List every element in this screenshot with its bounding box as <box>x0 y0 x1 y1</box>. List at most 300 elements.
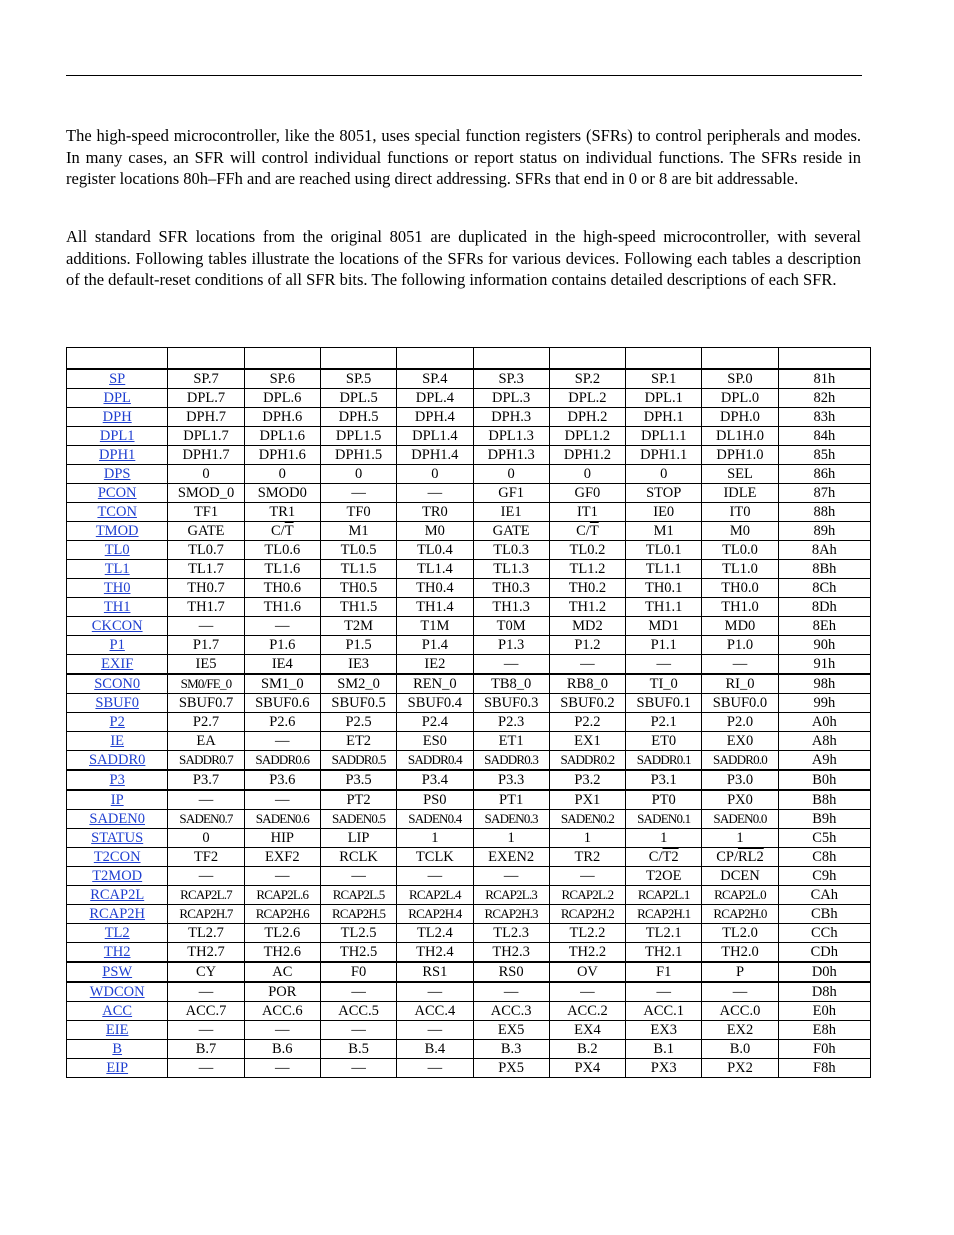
sfr-link[interactable]: SCON0 <box>94 676 141 692</box>
sfr-name-cell <box>67 598 168 617</box>
bit-cell: TH0.2 <box>549 579 625 598</box>
sfr-description-paragraph: All standard SFR locations from the original 8051 are duplicated in the high-speed microcontroller, with several additions. Following tables illustrate the locations of the SFRs for various devices. Following each tables a description of the default-reset conditions of all SFR bits. The following information contains detailed descriptions of each SFR. <box>66 227 861 289</box>
sfr-link[interactable]: TMOD <box>95 523 139 539</box>
bit-cell: 0 <box>549 465 625 484</box>
bit-cell: SP.3 <box>473 369 549 389</box>
sfr-name-cell <box>67 905 168 924</box>
bit-cell: RI_0 <box>702 674 778 694</box>
sfr-name-cell <box>67 694 168 713</box>
address-cell: B8h <box>778 790 870 810</box>
bit-cell: DPH.0 <box>702 408 778 427</box>
sfr-link[interactable]: DPH1 <box>99 447 136 463</box>
bit-cell: P3.5 <box>320 770 396 790</box>
bit-cell: TL0.6 <box>244 541 320 560</box>
address-cell: CCh <box>778 924 870 943</box>
sfr-link[interactable]: SP <box>109 371 126 387</box>
bit-cell: P2.2 <box>549 713 625 732</box>
bit-cell: TH0.0 <box>702 579 778 598</box>
bit-cell: SADDR0.1 <box>626 751 702 771</box>
address-cell: 89h <box>778 522 870 541</box>
bit-cell: — <box>320 867 396 886</box>
bit-cell: TL1.2 <box>549 560 625 579</box>
header-cell <box>549 348 625 370</box>
sfr-name-cell <box>67 522 168 541</box>
sfr-name-cell <box>67 617 168 636</box>
sfr-link[interactable]: EIE <box>105 1022 129 1038</box>
bit-cell: GF0 <box>549 484 625 503</box>
bit-cell: SP.5 <box>320 369 396 389</box>
bit-cell: TL2.2 <box>549 924 625 943</box>
sfr-link[interactable]: B <box>112 1041 123 1057</box>
address-cell: E0h <box>778 1002 870 1021</box>
bit-cell: TL1.0 <box>702 560 778 579</box>
bit-cell: MD0 <box>702 617 778 636</box>
sfr-link[interactable]: ACC <box>102 1003 133 1019</box>
sfr-name-cell <box>67 713 168 732</box>
bit-cell: TR1 <box>244 503 320 522</box>
bit-cell: TH2.7 <box>168 943 244 963</box>
sfr-name-cell <box>67 829 168 848</box>
bit-cell: SBUF0.3 <box>473 694 549 713</box>
bit-cell: 0 <box>168 829 244 848</box>
bit-cell: TL1.3 <box>473 560 549 579</box>
bit-cell: IT0 <box>702 503 778 522</box>
address-cell: 81h <box>778 369 870 389</box>
sfr-link[interactable]: CKCON <box>91 618 143 634</box>
bit-cell: EXF2 <box>244 848 320 867</box>
bit-cell: TL2.1 <box>626 924 702 943</box>
bit-cell: — <box>244 867 320 886</box>
bit-cell: TL2.5 <box>320 924 396 943</box>
bit-cell: — <box>168 1059 244 1078</box>
sfr-link[interactable]: RCAP2H <box>89 906 145 922</box>
bit-cell: IE4 <box>244 655 320 675</box>
sfr-link[interactable]: RCAP2L <box>90 887 145 903</box>
bit-cell: TL0.1 <box>626 541 702 560</box>
sfr-link[interactable]: P2 <box>109 714 125 730</box>
bit-cell: — <box>473 867 549 886</box>
address-cell: 8Bh <box>778 560 870 579</box>
bit-cell: TH1.7 <box>168 598 244 617</box>
table-row <box>67 694 871 713</box>
bit-cell: 0 <box>397 465 473 484</box>
sfr-link[interactable]: DPL1 <box>99 428 135 444</box>
bit-cell: M1 <box>626 522 702 541</box>
bit-cell: M1 <box>320 522 396 541</box>
bit-cell: — <box>244 617 320 636</box>
address-cell: C9h <box>778 867 870 886</box>
sfr-name-cell <box>67 732 168 751</box>
bit-cell: RS1 <box>397 962 473 982</box>
sfr-table-header <box>67 348 871 370</box>
sfr-link[interactable]: IP <box>110 792 124 808</box>
bit-cell: — <box>702 655 778 675</box>
bit-cell: ACC.4 <box>397 1002 473 1021</box>
address-cell: 8Ah <box>778 541 870 560</box>
bit-cell: SADDR0.7 <box>168 751 244 771</box>
sfr-link[interactable]: SADDR0 <box>88 752 146 768</box>
sfr-link[interactable]: TL0 <box>104 542 130 558</box>
sfr-name-cell <box>67 389 168 408</box>
bit-cell: SADEN0.0 <box>702 810 778 829</box>
bit-cell: DPL1.6 <box>244 427 320 446</box>
table-row <box>67 541 871 560</box>
sfr-link[interactable]: P1 <box>109 637 125 653</box>
sfr-name-cell <box>67 636 168 655</box>
bit-cell: CP/RL2 <box>702 848 778 867</box>
bit-cell: TL1.5 <box>320 560 396 579</box>
bit-cell: RCAP2L.0 <box>702 886 778 905</box>
sfr-link[interactable]: PCON <box>97 485 137 501</box>
bit-cell: P1.4 <box>397 636 473 655</box>
header-cell <box>778 348 870 370</box>
bit-cell: DPL.6 <box>244 389 320 408</box>
bit-cell: PX2 <box>702 1059 778 1078</box>
sfr-name-cell <box>67 790 168 810</box>
bit-cell: SM0/FE_0 <box>168 674 244 694</box>
bit-cell: TH0.1 <box>626 579 702 598</box>
address-cell: 82h <box>778 389 870 408</box>
bit-cell: P3.4 <box>397 770 473 790</box>
bit-cell: SADEN0.6 <box>244 810 320 829</box>
bit-cell: T2M <box>320 617 396 636</box>
table-row <box>67 962 871 982</box>
bit-cell: P1.1 <box>626 636 702 655</box>
bit-cell: TL2.6 <box>244 924 320 943</box>
address-cell: D8h <box>778 982 870 1002</box>
address-cell: A8h <box>778 732 870 751</box>
bit-cell: P3.3 <box>473 770 549 790</box>
table-row <box>67 484 871 503</box>
bit-cell: — <box>397 867 473 886</box>
bit-cell: 1 <box>702 829 778 848</box>
sfr-link[interactable]: TCON <box>97 504 137 520</box>
bit-cell: TH2.4 <box>397 943 473 963</box>
table-row <box>67 790 871 810</box>
bit-cell: RCAP2H.3 <box>473 905 549 924</box>
bit-cell: 0 <box>626 465 702 484</box>
bit-cell: SP.7 <box>168 369 244 389</box>
bit-cell: IE5 <box>168 655 244 675</box>
sfr-name-cell <box>67 408 168 427</box>
bit-cell: ACC.2 <box>549 1002 625 1021</box>
bit-cell: 0 <box>244 465 320 484</box>
bit-cell: SP.4 <box>397 369 473 389</box>
bit-cell: EX4 <box>549 1021 625 1040</box>
bit-cell: TH2.0 <box>702 943 778 963</box>
bit-cell: RCAP2L.1 <box>626 886 702 905</box>
address-cell: C8h <box>778 848 870 867</box>
bit-cell: PT1 <box>473 790 549 810</box>
address-cell: 84h <box>778 427 870 446</box>
bit-cell: DPL1.4 <box>397 427 473 446</box>
bit-cell: DPL.7 <box>168 389 244 408</box>
bit-cell: ACC.0 <box>702 1002 778 1021</box>
bit-cell: 1 <box>397 829 473 848</box>
table-row <box>67 560 871 579</box>
bit-cell: DPL.1 <box>626 389 702 408</box>
header-cell <box>397 348 473 370</box>
bit-cell: CY <box>168 962 244 982</box>
sfr-name-cell <box>67 674 168 694</box>
bit-cell: — <box>320 484 396 503</box>
address-cell: A9h <box>778 751 870 771</box>
bit-cell: ET2 <box>320 732 396 751</box>
bit-cell: RS0 <box>473 962 549 982</box>
table-row <box>67 1040 871 1059</box>
bit-cell: — <box>549 867 625 886</box>
bit-cell: PX4 <box>549 1059 625 1078</box>
address-cell: 88h <box>778 503 870 522</box>
bit-cell: TH1.1 <box>626 598 702 617</box>
bit-cell: ET0 <box>626 732 702 751</box>
bit-cell: SADEN0.3 <box>473 810 549 829</box>
sfr-link[interactable]: T2CON <box>93 849 141 865</box>
bit-cell: DPL1.1 <box>626 427 702 446</box>
sfr-name-cell <box>67 848 168 867</box>
bit-cell: SADEN0.1 <box>626 810 702 829</box>
bit-cell: TH1.5 <box>320 598 396 617</box>
table-row <box>67 1059 871 1078</box>
bit-cell: B.0 <box>702 1040 778 1059</box>
sfr-name-cell <box>67 751 168 771</box>
address-cell: 90h <box>778 636 870 655</box>
bit-cell: P <box>702 962 778 982</box>
bit-cell: RCAP2H.5 <box>320 905 396 924</box>
bit-cell: POR <box>244 982 320 1002</box>
bit-cell: TH1.0 <box>702 598 778 617</box>
address-cell: B0h <box>778 770 870 790</box>
bit-cell: TH2.5 <box>320 943 396 963</box>
bit-cell: B.4 <box>397 1040 473 1059</box>
address-cell: A0h <box>778 713 870 732</box>
bit-cell: P1.2 <box>549 636 625 655</box>
sfr-link[interactable]: TH1 <box>103 599 131 615</box>
sfr-name-cell <box>67 369 168 389</box>
bit-cell: $C/\overline{T}$ <box>244 522 320 541</box>
bit-cell: ACC.6 <box>244 1002 320 1021</box>
bit-cell: — <box>244 790 320 810</box>
bit-cell: TL0.2 <box>549 541 625 560</box>
sfr-name-cell <box>67 427 168 446</box>
sfr-link[interactable]: SADEN0 <box>89 811 145 827</box>
sfr-link[interactable]: PSW <box>102 964 133 980</box>
bit-cell: T1M <box>397 617 473 636</box>
bit-cell: TH1.6 <box>244 598 320 617</box>
bit-cell: OV <box>549 962 625 982</box>
bit-cell: TL0.7 <box>168 541 244 560</box>
bit-cell: TB8_0 <box>473 674 549 694</box>
address-cell: 86h <box>778 465 870 484</box>
bit-cell: 0 <box>473 465 549 484</box>
bit-cell: ACC.5 <box>320 1002 396 1021</box>
bit-cell: SP.1 <box>626 369 702 389</box>
sfr-link[interactable]: IE <box>110 733 125 749</box>
bit-cell: SP.6 <box>244 369 320 389</box>
bit-cell: B.2 <box>549 1040 625 1059</box>
bit-cell: ACC.3 <box>473 1002 549 1021</box>
sfr-name-cell <box>67 770 168 790</box>
sfr-link[interactable]: EIP <box>106 1060 129 1076</box>
bit-cell: SADDR0.4 <box>397 751 473 771</box>
address-cell: 83h <box>778 408 870 427</box>
sfr-link[interactable]: T2MOD <box>92 868 143 884</box>
address-cell: C5h <box>778 829 870 848</box>
bit-cell: — <box>168 867 244 886</box>
sfr-name-cell <box>67 655 168 675</box>
bit-cell: SM1_0 <box>244 674 320 694</box>
bit-cell: SADDR0.6 <box>244 751 320 771</box>
bit-cell: TL0.3 <box>473 541 549 560</box>
bit-cell: MD2 <box>549 617 625 636</box>
header-cell <box>244 348 320 370</box>
table-row <box>67 713 871 732</box>
bit-cell: — <box>320 1021 396 1040</box>
bit-cell: P1.7 <box>168 636 244 655</box>
bit-cell: SADEN0.2 <box>549 810 625 829</box>
bit-cell: ET1 <box>473 732 549 751</box>
table-row <box>67 522 871 541</box>
bit-cell: ES0 <box>397 732 473 751</box>
bit-cell: RCAP2L.7 <box>168 886 244 905</box>
bit-cell: P2.0 <box>702 713 778 732</box>
bit-cell: M0 <box>702 522 778 541</box>
sfr-link[interactable]: SBUF0 <box>95 695 139 711</box>
sfr-link[interactable]: DPH <box>102 409 132 425</box>
bit-cell: PX5 <box>473 1059 549 1078</box>
bit-cell: TL1.4 <box>397 560 473 579</box>
table-row <box>67 886 871 905</box>
bit-cell: TF2 <box>168 848 244 867</box>
bit-cell: SBUF0.1 <box>626 694 702 713</box>
sfr-link[interactable]: DPS <box>103 466 131 482</box>
bit-cell: RCAP2H.6 <box>244 905 320 924</box>
address-cell: 85h <box>778 446 870 465</box>
table-row <box>67 770 871 790</box>
address-cell: D0h <box>778 962 870 982</box>
bit-cell: SP.2 <box>549 369 625 389</box>
bit-cell: SBUF0.2 <box>549 694 625 713</box>
address-cell: 8Eh <box>778 617 870 636</box>
bit-cell: TL0.0 <box>702 541 778 560</box>
sfr-link[interactable]: DPL <box>103 390 131 406</box>
bit-cell: — <box>397 1021 473 1040</box>
bit-cell: DPL.5 <box>320 389 396 408</box>
bit-cell: RCAP2L.6 <box>244 886 320 905</box>
bit-cell: DPH.1 <box>626 408 702 427</box>
bit-cell: TL0.4 <box>397 541 473 560</box>
bit-cell: P2.1 <box>626 713 702 732</box>
bit-cell: M0 <box>397 522 473 541</box>
header-cell <box>320 348 396 370</box>
address-cell: E8h <box>778 1021 870 1040</box>
bit-cell: — <box>549 655 625 675</box>
bit-cell: DPH1.0 <box>702 446 778 465</box>
bit-cell: TH0.5 <box>320 579 396 598</box>
bit-cell: B.6 <box>244 1040 320 1059</box>
bit-cell: P3.0 <box>702 770 778 790</box>
address-cell: 98h <box>778 674 870 694</box>
table-row <box>67 598 871 617</box>
bit-cell: TH0.6 <box>244 579 320 598</box>
table-row <box>67 751 871 771</box>
bit-cell: DPL1.5 <box>320 427 396 446</box>
header-rule <box>66 75 862 76</box>
table-row <box>67 848 871 867</box>
bit-cell: TH2.1 <box>626 943 702 963</box>
address-cell: F8h <box>778 1059 870 1078</box>
sfr-link[interactable]: TH2 <box>103 944 131 960</box>
bit-cell: DPH.6 <box>244 408 320 427</box>
sfr-link[interactable]: WDCON <box>89 984 145 1000</box>
bit-cell: TL2.7 <box>168 924 244 943</box>
bit-cell: DCEN <box>702 867 778 886</box>
bit-cell: TL2.3 <box>473 924 549 943</box>
sfr-name-cell <box>67 484 168 503</box>
sfr-link[interactable]: TH0 <box>103 580 131 596</box>
bit-cell: DPH1.5 <box>320 446 396 465</box>
table-row <box>67 579 871 598</box>
bit-cell: TH2.2 <box>549 943 625 963</box>
bit-cell: SADDR0.2 <box>549 751 625 771</box>
sfr-link[interactable]: P3 <box>109 772 125 788</box>
bit-cell: DPL.3 <box>473 389 549 408</box>
bit-cell: B.5 <box>320 1040 396 1059</box>
table-row <box>67 617 871 636</box>
bit-cell: — <box>168 790 244 810</box>
bit-cell: TH1.4 <box>397 598 473 617</box>
bit-cell: — <box>244 1059 320 1078</box>
sfr-link[interactable]: TL1 <box>104 561 130 577</box>
address-cell: 8Dh <box>778 598 870 617</box>
sfr-link[interactable]: TL2 <box>104 925 130 941</box>
address-cell: B9h <box>778 810 870 829</box>
sfr-name-cell <box>67 503 168 522</box>
table-row <box>67 389 871 408</box>
bit-cell: TL0.5 <box>320 541 396 560</box>
bit-cell: PX0 <box>702 790 778 810</box>
bit-cell: P2.6 <box>244 713 320 732</box>
bit-cell: IDLE <box>702 484 778 503</box>
table-row <box>67 1002 871 1021</box>
bit-cell: SP.0 <box>702 369 778 389</box>
bit-cell: GF1 <box>473 484 549 503</box>
bit-cell: EA <box>168 732 244 751</box>
bit-cell: — <box>168 1021 244 1040</box>
bit-cell: SADDR0.3 <box>473 751 549 771</box>
bit-cell: TI_0 <box>626 674 702 694</box>
bit-cell: SMOD_0 <box>168 484 244 503</box>
sfr-link[interactable]: EXIF <box>101 656 134 672</box>
bit-cell: IT1 <box>549 503 625 522</box>
sfr-table-body <box>67 369 871 1078</box>
bit-cell: DPL.0 <box>702 389 778 408</box>
bit-cell: SBUF0.0 <box>702 694 778 713</box>
bit-cell: RCAP2H.4 <box>397 905 473 924</box>
bit-cell: GATE <box>473 522 549 541</box>
table-row <box>67 465 871 484</box>
bit-cell: DPL.4 <box>397 389 473 408</box>
bit-cell: TF1 <box>168 503 244 522</box>
address-cell: 99h <box>778 694 870 713</box>
sfr-link[interactable]: STATUS <box>91 830 144 846</box>
bit-cell: PX1 <box>549 790 625 810</box>
bit-cell: — <box>702 982 778 1002</box>
table-row <box>67 1021 871 1040</box>
bit-cell: TR2 <box>549 848 625 867</box>
bit-cell: RCLK <box>320 848 396 867</box>
bit-cell: T2OE <box>626 867 702 886</box>
